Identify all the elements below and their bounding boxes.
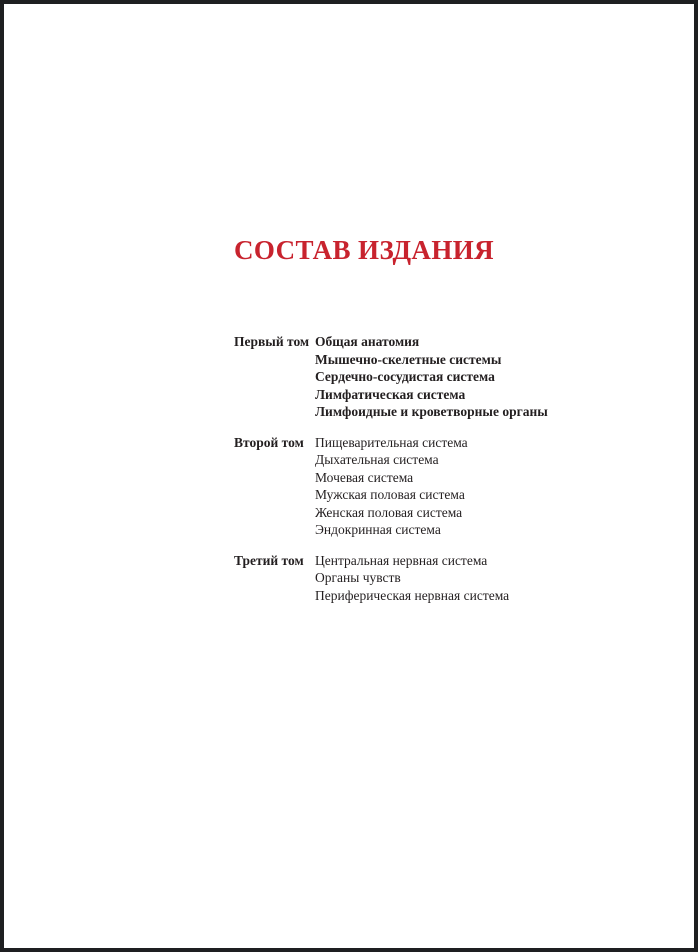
volume-item: Пищеварительная система	[315, 434, 468, 450]
volume-item: Мужская половая система	[315, 487, 465, 502]
volume-item: Общая анатомия	[315, 334, 420, 349]
volume-items-second	[315, 434, 468, 539]
volume-item: Лимфоидные и кроветворные органы	[315, 404, 548, 419]
volume-item: Мочевая система	[315, 469, 414, 485]
volume-list	[234, 333, 654, 617]
volume-item: Органы чувств	[315, 570, 401, 585]
volume-item: Мышечно-скелетные системы	[315, 351, 502, 367]
volume-item: Женская половая система	[315, 504, 463, 520]
volume-block-third	[234, 552, 654, 605]
volume-item: Центральная нервная система	[315, 552, 488, 568]
volume-block-second	[234, 434, 654, 539]
volume-item: Периферическая нервная система	[315, 587, 510, 603]
volume-items-third	[315, 552, 509, 605]
volume-label-third: Третий том	[234, 552, 304, 568]
volume-label-first: Первый том	[234, 334, 310, 349]
volume-items-first	[315, 333, 548, 421]
volume-item: Эндокринная система	[315, 522, 441, 537]
volume-item: Сердечно-сосудистая система	[315, 369, 495, 384]
volume-block-first	[234, 333, 654, 421]
page-title: СОСТАВ ИЗДАНИЯ	[234, 235, 495, 265]
volume-label-second: Второй том	[234, 434, 304, 450]
volume-item: Лимфатическая система	[315, 386, 466, 402]
volume-item: Дыхательная система	[315, 452, 439, 467]
